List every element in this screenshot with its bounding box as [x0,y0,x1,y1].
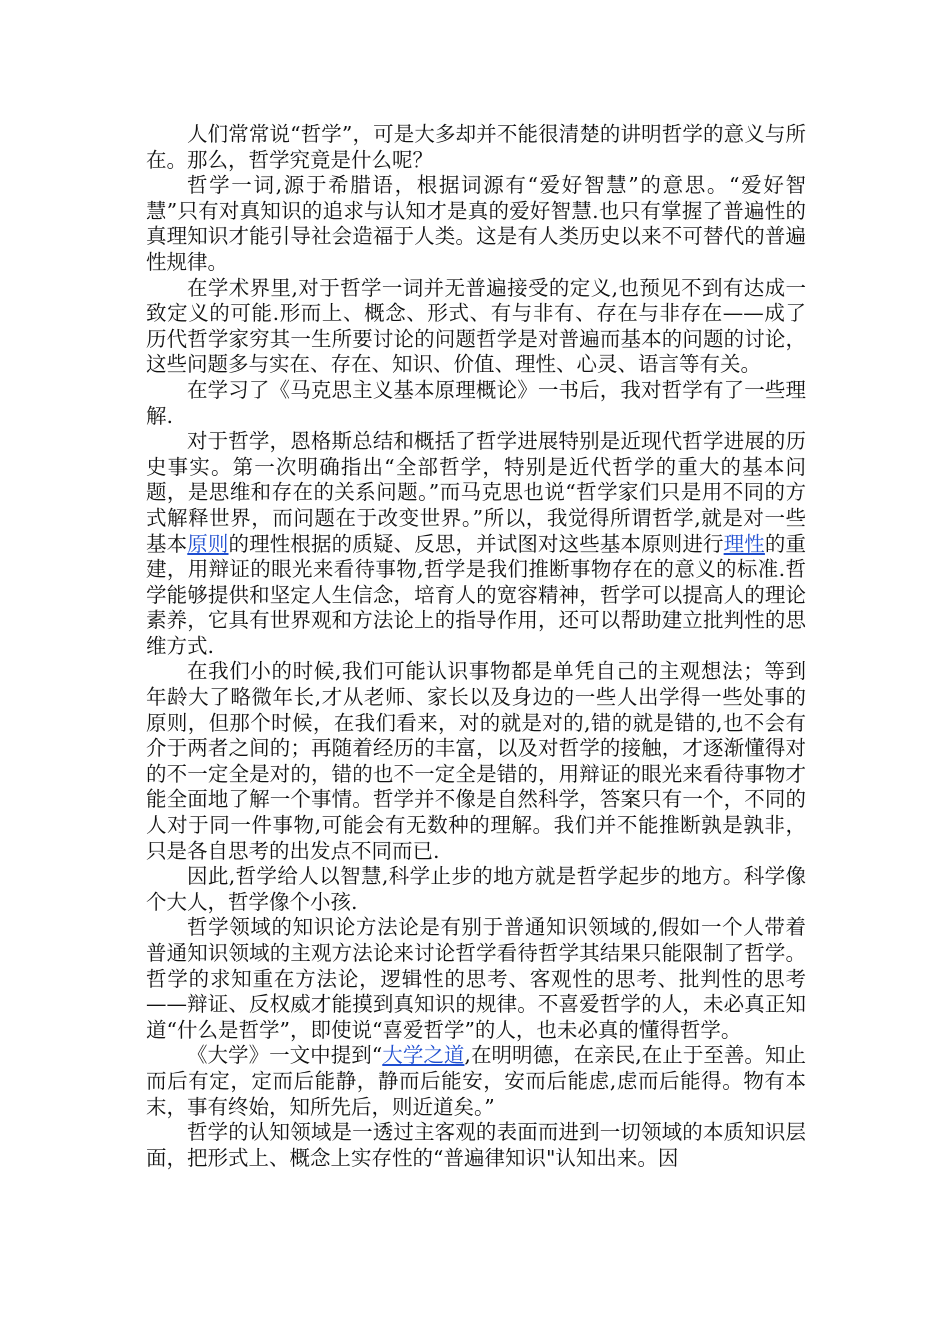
paragraph-2 [146,173,806,275]
paragraph-text: 的重建，用辩证的眼光来看待事物,哲学是我们推断事物存在的意义的标准.哲学能够提供和坚定人生信念，培育人的宽容精神，哲学可以提高人的理论素养，它具有世界观和方法论上的指导作用，还可以帮助建立批判性的思维方式. [146,531,807,658]
paragraph-text: 哲学领域的知识论方法论是有别于普通知识领域的,假如一个人带着普通知识领域的主观方法论来讨论哲学看待哲学其结果只能限制了哲学。哲学的求知重在方法论，逻辑性的思考、客观性的思考、批判性的思考——辩证、反权威才能摸到真知识的规律。不喜爱哲学的人，未必真正知道“什么是哲学”，即使说“喜爱哲学”的人，也未必真的懂得哲学。 [146,915,806,1042]
hyperlink[interactable]: 原则 [187,531,229,556]
paragraph-text: 的理性根据的质疑、反思，并试图对这些基本原则进行 [228,531,724,556]
paragraph-text: 对于哲学，恩格斯总结和概括了哲学进展特别是近现代哲学进展的历史事实。第一次明确指出“全部哲学，特别是近代哲学的重大的基本问题，是思维和存在的关系问题。”而马克思也说“哲学家们只是用不同的方式解释世界，而问题在于改变世界。”所以，我觉得所谓哲学,就是对一些基本 [146,429,806,556]
paragraph-1 [146,122,806,173]
paragraph-text: 哲学的认知领域是一透过主客观的表面而进到一切领域的本质知识层面，把形式上、概念上实存性的“普遍律知识"认知出来。因 [146,1120,806,1170]
paragraph-text: 《大学》一文中提到“ [187,1043,383,1068]
paragraph-text: ,在明明德，在亲民,在止于至善。知止而后有定，定而后能静，静而后能安，安而后能虑,虑而后能得。物有本末，事有终始，知所先后，则近道矣。” [146,1043,806,1119]
hyperlink[interactable]: 理性 [723,531,765,556]
paragraph-10 [146,1120,806,1171]
paragraph-7 [146,864,806,915]
paragraph-6 [146,659,806,864]
paragraph-text: 在学习了《马克思主义基本原理概论》一书后，我对哲学有了一些理解. [146,377,806,428]
paragraph-text: 在我们小的时候,我们可能认识事物都是单凭自己的主观想法；等到年龄大了略微年长,才从老师、家长以及身边的一些人出学得一些处事的原则，但那个时候，在我们看来，对的就是对的,错的就是错的,也不会有介于两者之间的；再随着经历的丰富，以及对哲学的接触，才逐渐懂得对的不一定全是对的，错的也不一定全是错的，用辩证的眼光来看待事物才能全面地了解一个事情。哲学并不像是自然科学，答案只有一个，不同的人对于同一件事物,可能会有无数种的理解。我们并不能推断孰是孰非，只是各自思考的出发点不同而已. [146,659,806,863]
paragraph-9 [146,1043,806,1120]
paragraph-4 [146,378,806,429]
paragraph-text: 人们常常说“哲学”，可是大多却并不能很清楚的讲明哲学的意义与所在。那么，哲学究竟是什么呢？ [146,122,806,172]
paragraph-3 [146,276,806,378]
paragraph-8 [146,915,806,1043]
document-page [146,122,806,1171]
paragraph-text: 因此,哲学给人以智慧,科学止步的地方就是哲学起步的地方。科学像个大人，哲学像个小孩. [146,864,806,914]
paragraph-text: 哲学一词,源于希腊语，根据词源有“爱好智慧”的意思。“爱好智慧”只有对真知识的追求与认知才是真的爱好智慧.也只有掌握了普遍性的真理知识才能引导社会造福于人类。这是有人类历史以来不可替代的普遍性规律。 [146,173,806,274]
paragraph-5 [146,429,806,659]
hyperlink[interactable]: 大学之道 [382,1043,465,1068]
paragraph-text: 在学术界里,对于哲学一词并无普遍接受的定义,也预见不到有达成一致定义的可能.形而上、概念、形式、有与非有、存在与非存在——成了历代哲学家穷其一生所要讨论的问题哲学是对普遍而基本的问题的讨论，这些问题多与实在、存在、知识、价值、理性、心灵、语言等有关。 [146,275,806,377]
